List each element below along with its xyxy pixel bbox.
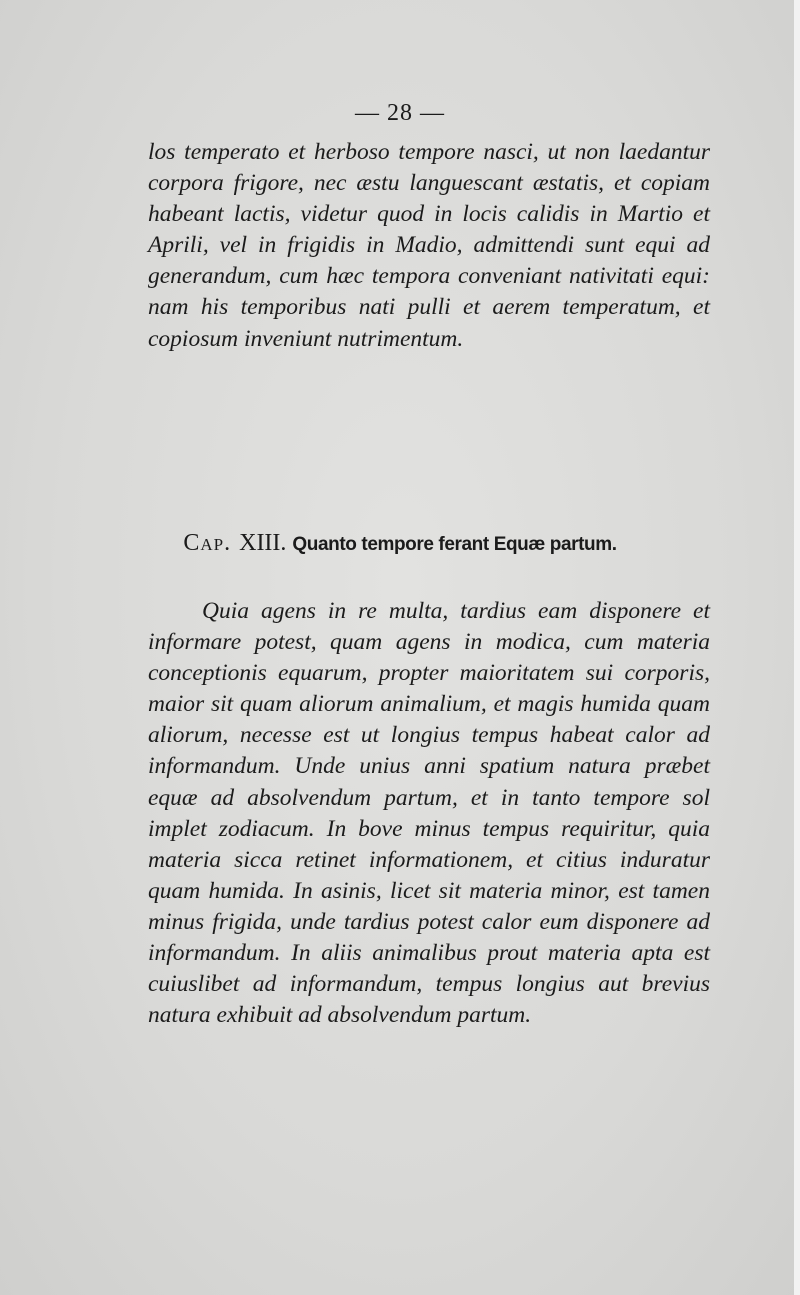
page-number: — 28 — <box>355 100 445 126</box>
chapter-number: XIII. <box>239 530 287 556</box>
body-paragraph-2: Quia agens in re multa, tardius eam disponere et informare potest, quam agens in modica, cum materia conceptionis equarum, propter maioritatem sui corporis, maior sit quam aliorum animalium, et magis humida quam aliorum, necesse est ut longius tempus habeat calor ad informandum. Unde unius anni spatium natura præbet equæ ad absolvendum partum, et in tanto tempore sol implet zodiacum. In bove minus tempus requiritur, quia materia sicca retinet informationem, et citius induratur quam humida. In asinis, licet sit materia minor, est tamen minus frigida, unde tardius potest calor eum disponere ad informandum. In aliis animalibus prout materia apta est cuiuslibet ad informandum, tempus longius aut brevius natura exhibuit ad absolvendum partum. <box>148 598 710 1029</box>
chapter-heading <box>0 530 800 557</box>
chapter-prefix: Cap. <box>183 530 232 556</box>
chapter-title: Quanto tempore ferant Equæ partum. <box>292 534 617 555</box>
page-edge <box>794 0 800 1295</box>
body-paragraph-1: los temperato et herboso tempore nasci, ut non laedantur corpora frigore, nec æstu languescant æstatis, et copiam habeant lactis, videtur quod in locis calidis in Martio et Aprili, vel in frigidis in Madio, admittendi sunt equi ad generandum, cum hæc tempora conveniant nativitati equi: nam his temporibus nati pulli et aerem temperatum, et copiosum inveniunt nutrimentum. <box>148 139 710 352</box>
